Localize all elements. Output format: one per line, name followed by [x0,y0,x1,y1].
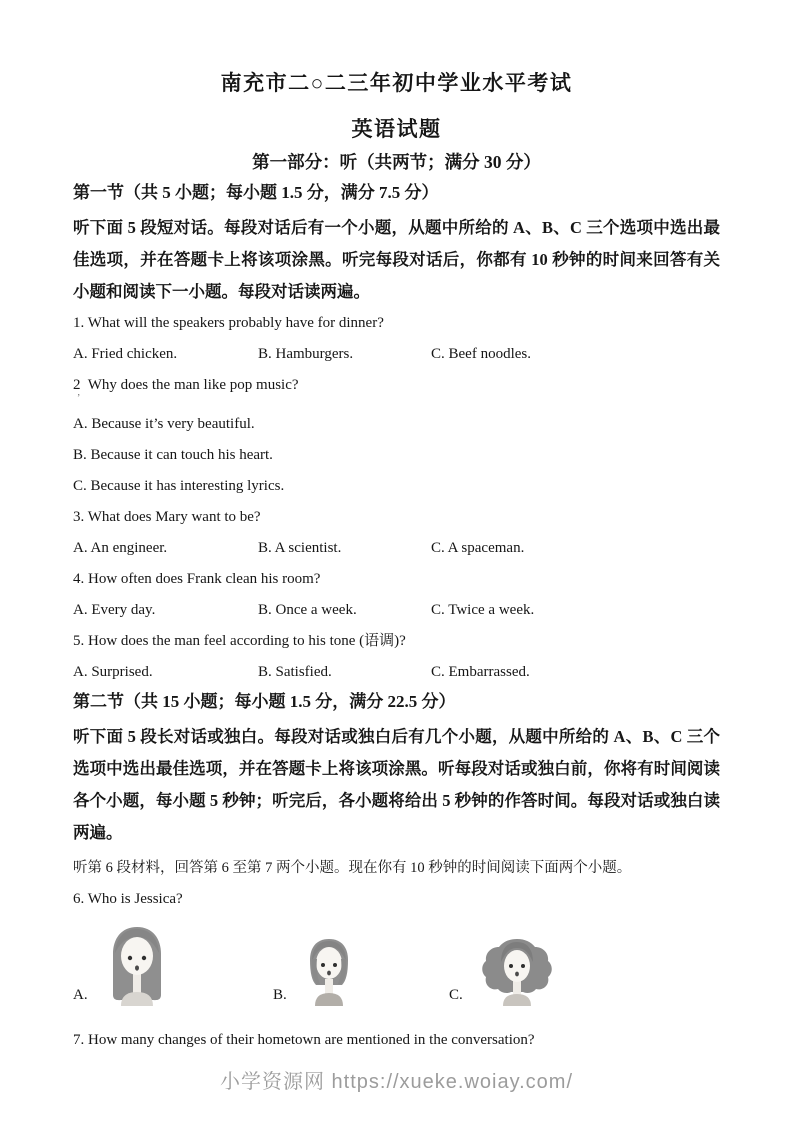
section1-instructions: 听下面 5 段短对话。每段对话后有一个小题，从题中所给的 A、B、C 三个选项中选出最佳选项，并在答题卡上将该项涂黑。听完每段对话后，你都有 10 秒钟的时间来回答有关小题和阅读下一小题。每段对话读两遍。 [73,218,720,301]
question-5: 5. How does the man feel according to his tone (语调)? [73,633,406,649]
q3-option-b: B. A scientist. [258,540,342,556]
material-6-note: 听第 6 段材料，回答第 6 至第 7 两个小题。现在你有 10 秒钟的时间阅读下面两个小题。 [73,860,632,876]
question-5-options [73,657,720,688]
q4-option-c: C. Twice a week. [431,602,535,618]
q5-option-c: C. Embarrassed. [431,664,530,680]
watermark-text: 小学资源网 https://xueke.woiay.com/ [219,1071,574,1093]
q1-option-b: B. Hamburgers. [258,346,354,362]
q1-option-c: C. Beef noodles. [431,346,531,362]
q2-option-a: A. Because it’s very beautiful. [73,416,255,432]
question-7: 7. How many changes of their hometown are mentioned in the conversation? [73,1032,535,1048]
option-a-label: A. [73,987,88,1003]
option-a-picture [73,925,273,1007]
question-4: 4. How often does Frank clean his room? [73,571,321,587]
section2-instructions: 听下面 5 段长对话或独白。每段对话或独白后有几个小题，从题中所给的 A、B、C 三个选项中选出最佳选项，并在答题卡上将该项涂黑。听每段对话或独白前，你将有时间阅读各个小题，每小题 5 秒钟；听完后，各小题将给出 5 秒钟的作答时间。每段对话或独白读两遍。 [73,727,720,842]
option-b-label: B. [273,987,287,1003]
q5-option-a: A. Surprised. [73,664,153,680]
question-6-picture-options [73,919,720,1007]
option-c-picture [449,937,720,1007]
q2-option-b: B. Because it can touch his heart. [73,447,273,463]
woman-long-straight-hair-icon [104,925,170,1007]
q4-option-a: A. Every day. [73,602,156,618]
part1-heading: 第一部分：听（共两节；满分 30 分） [252,152,541,172]
question-4-options [73,595,720,626]
section2-heading: 第二节（共 15 小题；每小题 1.5 分，满分 22.5 分） [73,692,456,711]
question-2-text: 2 Why does the man like pop music? [73,377,299,393]
question-2 [73,370,720,404]
q3-option-a: A. An engineer. [73,540,168,556]
q1-option-a: A. Fried chicken. [73,346,178,362]
question-3: 3. What does Mary want to be? [73,509,261,525]
question-1: 1. What will the speakers probably have for dinner? [73,315,384,331]
option-c-label: C. [449,987,463,1003]
question-1-options [73,339,720,370]
woman-short-curly-hair-icon [479,937,555,1007]
q2-option-c: C. Because it has interesting lyrics. [73,478,285,494]
q5-option-b: B. Satisfied. [258,664,332,680]
section1-heading: 第一节（共 5 小题；每小题 1.5 分，满分 7.5 分） [73,183,439,202]
option-b-picture [273,937,449,1007]
q3-option-c: C. A spaceman. [431,540,525,556]
stray-print-mark: ’ [77,393,81,404]
woman-shoulder-length-hair-icon [303,937,355,1007]
question-6: 6. Who is Jessica? [73,891,183,907]
exam-subtitle: 英语试题 [351,117,442,141]
q4-option-b: B. Once a week. [258,602,357,618]
exam-title: 南充市二○二三年初中学业水平考试 [220,71,573,95]
question-3-options [73,533,720,564]
